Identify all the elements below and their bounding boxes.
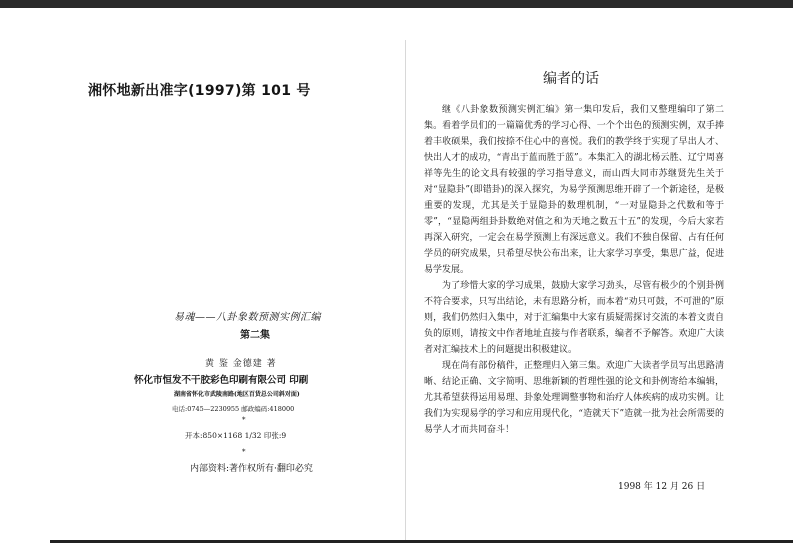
scan-bottom-edge	[50, 540, 793, 543]
printer-address: 湖南省怀化市武陵南路(地区百货总公司斜对面)	[174, 391, 300, 398]
copyright-page	[0, 0, 405, 540]
date-line: 1998 年 12 月 26 日	[618, 482, 706, 492]
paragraph-2: 为了珍惜大家的学习成果，鼓励大家学习劲头，尽管有极少的个别卦例不符合要求，只写出结论，未有思路分析，而本着“劝只可鼓，不可泄的”原则，我们仍然归入集中，对于汇编集中大家有质疑需探讨交流的本着文责自负的原则，请按文中作者地址直接与作者联系，编者不予解答。欢迎广大读者对汇编技术上的问题提出积极建议。	[424, 281, 724, 355]
book-title: 易魂——八卦象数预测实例汇编	[174, 312, 321, 323]
paragraph-1: 继《八卦象数预测实例汇编》第一集印发后，我们又整理编印了第二集。看着学员们的一篇篇优秀的学习心得、一个个出色的预测实例，双手捧着丰收硕果，我们按捺不住心中的喜悦。我们的教学终于实现了早出人才、快出人才的成功，“青出于蓝而胜于蓝”。本集汇入的湖北杨云胜、辽宁周喜祥等先生的论文具有较强的学习指导意义，而山西大同市苏继贤先生关于对“显隐卦”(即错卦)的深入探究，为易学预测思维开辟了一个新途径，是极重要的发现，尤其是关于显隐卦的数理机制，“一对显隐卦之代数和等于零”，“显隐两组卦卦数绝对值之和为天地之数五十五”的发现，今后大家若再深入研究，一定会在易学预测上有深远意义。我们不独自保留、占有任何学员的研究成果，只希望尽快公布出来，让大家学习享受，集思广益，促进易学发展。	[424, 105, 724, 275]
page-title: 编者的话	[543, 71, 599, 87]
volume-label: 第二集	[240, 330, 270, 341]
separator-star-1: *	[242, 416, 246, 424]
printer-phone: 电话:0745—2230955 邮政编码:418000	[172, 405, 295, 413]
paragraph-3: 现在尚有部份稿件，正整理归入第三集。欢迎广大读者学员写出思路清晰、结论正确、文字简明、思维新颖的哲理性强的论文和卦例寄给本编辑，尤其希望获得运用易理、卦象处理调整事物和治疗人体疾病的成功实例。让我们为实现易学的学习和应用现代化，“造就天下”造就一批为社会所需要的易学人才而共同奋斗！	[424, 361, 724, 435]
author-line: 黄 鉴 金德建 著	[205, 359, 277, 369]
editor-note-body	[424, 102, 724, 438]
format-info: 开本:850×1168 1/32 印张:9	[185, 431, 287, 440]
editor-note-page	[406, 0, 793, 540]
separator-star-2: *	[242, 448, 246, 456]
approval-number: 湘怀地新出准字(1997)第 101 号	[88, 83, 311, 99]
internal-notice: 内部资料:著作权所有·翻印必究	[190, 464, 313, 474]
printer-line: 怀化市恒发不干胶彩色印刷有限公司 印刷	[134, 375, 309, 386]
